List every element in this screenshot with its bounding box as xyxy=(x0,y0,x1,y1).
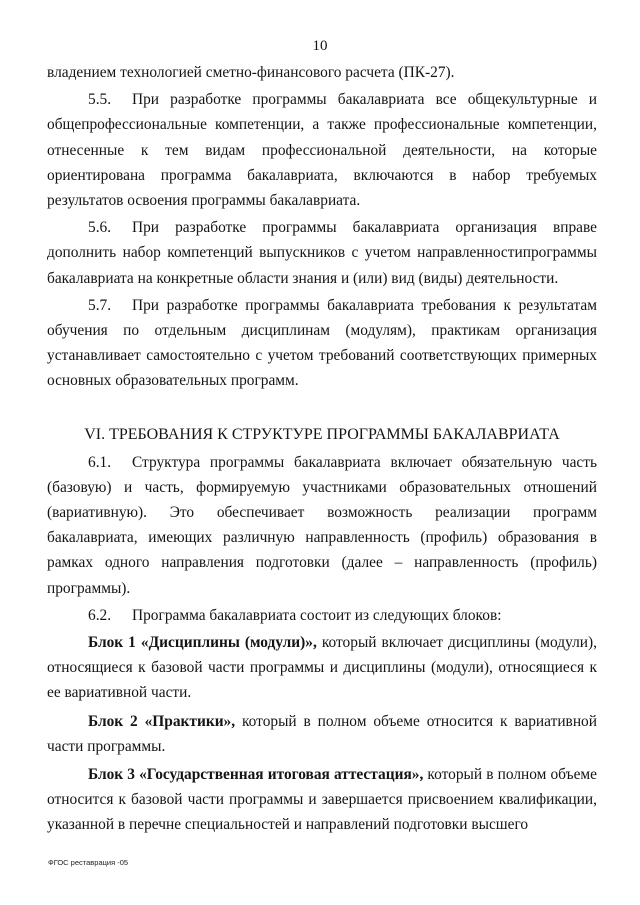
paragraph-number: 5.5. xyxy=(88,91,112,109)
block-2-paragraph xyxy=(47,709,597,759)
paragraph-number: 6.1. xyxy=(88,453,112,471)
paragraph-5-7 xyxy=(47,293,597,394)
paragraph-continuation xyxy=(47,60,597,85)
paragraph-text: Структура программы бакалавриата включает обязательную часть (базовую) и часть, формируемую участниками образовательных отношений (вариативную). Это обеспечивает возможность реализации программ бакалавриата, имеющих различную направленность (профиль) образования в рамках одного направления подготовки (далее – направленность (профиль) программы). xyxy=(47,453,597,597)
block-3-paragraph xyxy=(47,762,597,838)
paragraph-6-2 xyxy=(47,603,597,628)
block-text: который включает дисциплины (модули), относящиеся к базовой части программы и дисциплины (модули), относящиеся к ее вариативной части. xyxy=(47,634,597,702)
block-title: Блок 3 «Государственная итоговая аттестация», xyxy=(88,766,424,784)
paragraph-6-1 xyxy=(47,450,597,601)
page-number: 10 xyxy=(312,38,328,54)
paragraph-text: владением технологией сметно-финансового расчета (ПК-27). xyxy=(47,64,455,81)
paragraph-text: Программа бакалавриата состоит из следующих блоков: xyxy=(132,606,502,624)
paragraph-5-5 xyxy=(47,87,597,213)
footer-label: ФГОС реставрация -05 xyxy=(48,858,129,867)
block-text: который в полном объеме относится к вариативной части программы. xyxy=(47,712,597,755)
block-title: Блок 1 «Дисциплины (модули)», xyxy=(88,634,317,652)
block-text: который в полном объеме относится к базовой части программы и завершается присвоением квалификации, указанной в перечне специальностей и направлений подготовки высшего xyxy=(47,766,597,834)
block-1-paragraph xyxy=(47,630,597,706)
paragraph-number: 5.7. xyxy=(88,296,112,314)
paragraph-number: 6.2. xyxy=(88,606,112,624)
paragraph-number: 5.6. xyxy=(88,219,112,237)
section-heading: VI. ТРЕБОВАНИЯ К СТРУКТУРЕ ПРОГРАММЫ БАКАЛАВРИАТА xyxy=(84,425,560,443)
paragraph-text: При разработке программы бакалавриата требования к результатам обучения по отдельным дисциплинам (модулям), практикам организация устанавливает самостоятельно с учетом требований соответствующих примерных основных образовательных программ. xyxy=(47,296,597,390)
paragraph-5-6 xyxy=(47,215,597,291)
document-body xyxy=(47,60,597,841)
paragraph-text: При разработке программы бакалавриата все общекультурные и общепрофессиональные компетенции, а также профессиональные компетенции, отнесенные к тем видам профессиональной деятельности, на которые ориентирована программа бакалавриата, включаются в набор требуемых результатов освоения программы бакалавриата. xyxy=(47,91,597,210)
paragraph-text: При разработке программы бакалавриата организация вправе дополнить набор компетенций выпускников с учетом направленностипрограммы бакалавриата на конкретные области знания и (или) вид (виды) деятельности. xyxy=(47,219,597,287)
block-title: Блок 2 «Практики», xyxy=(88,712,236,730)
